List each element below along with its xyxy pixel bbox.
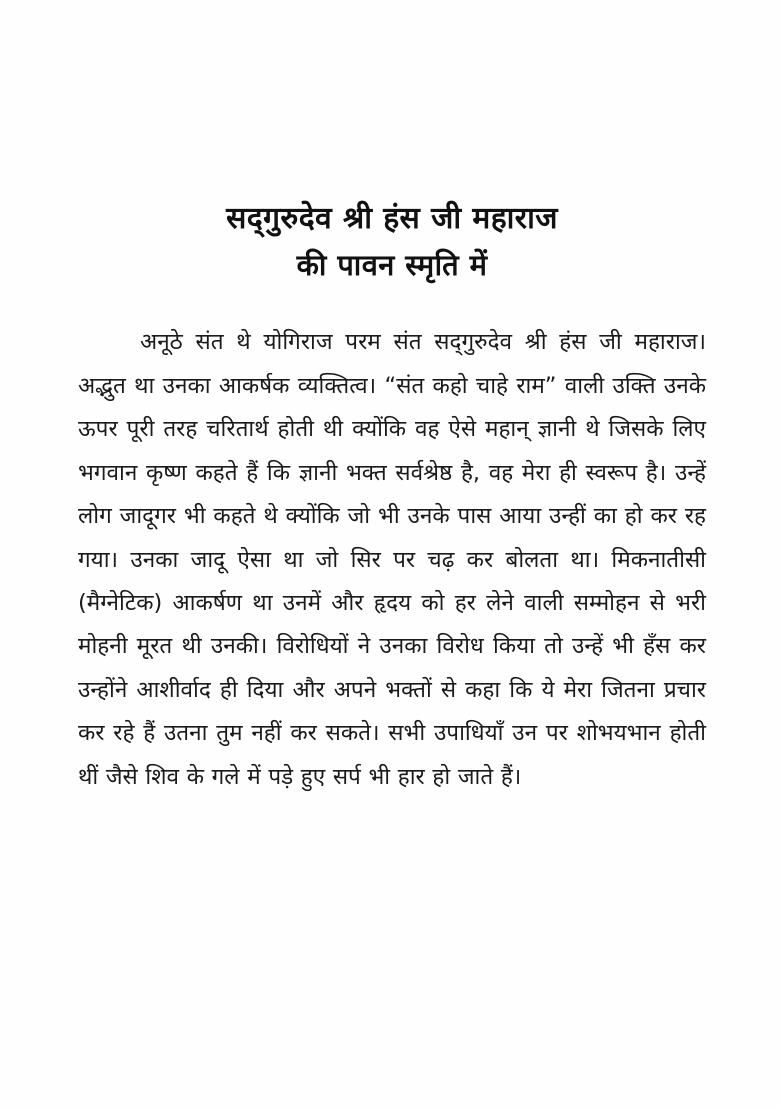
page-title-line-2: की पावन स्मृति में <box>296 247 488 282</box>
body-paragraph-block <box>78 321 706 799</box>
page-title <box>78 196 706 287</box>
page-content <box>78 196 706 799</box>
paragraph-text: अनूठे संत थे योगिराज परम संत सद्‌गुरुदेव श्री हंस जी महाराज। अद्भुत था उनका आकर्षक व्यक्तित्व। “संत कहो चाहे राम” वाली उक्ति उनके ऊपर पूरी तरह चरितार्थ होती थी क्योंकि वह ऐसे महान् ज्ञानी थे जिसके लिए भगवान कृष्ण कहते हैं कि ज्ञानी भक्त सर्वश्रेष्ठ है, वह मेरा ही स्वरूप है। उन्हें लोग जादूगर भी कहते थे क्योंकि जो भी उनके पास आया उन्हीं का हो कर रह गया। उनका जादू ऐसा था जो सिर पर चढ़ कर बोलता था। मिकनातीसी (मैग्नेटिक) आकर्षण था उनमें और हृदय को हर लेने वाली सम्मोहन से भरी मोहनी मूरत थी उनकी। विरोधियों ने उनका विरोध किया तो उन्हें भी हँस कर उन्होंने आशीर्वाद ही दिया और अपने भक्तों से कहा कि ये मेरा जितना प्रचार कर रहे हैं उतना तुम नहीं कर सकते। सभी उपाधियाँ उन पर शोभयभान होती थीं जैसे शिव के गले में पड़े हुए सर्प भी हार हो जाते हैं। <box>78 329 706 790</box>
paragraph <box>78 321 706 799</box>
page-title-line-1: सद्‌गुरुदेव श्री हंस जी महाराज <box>226 201 558 236</box>
